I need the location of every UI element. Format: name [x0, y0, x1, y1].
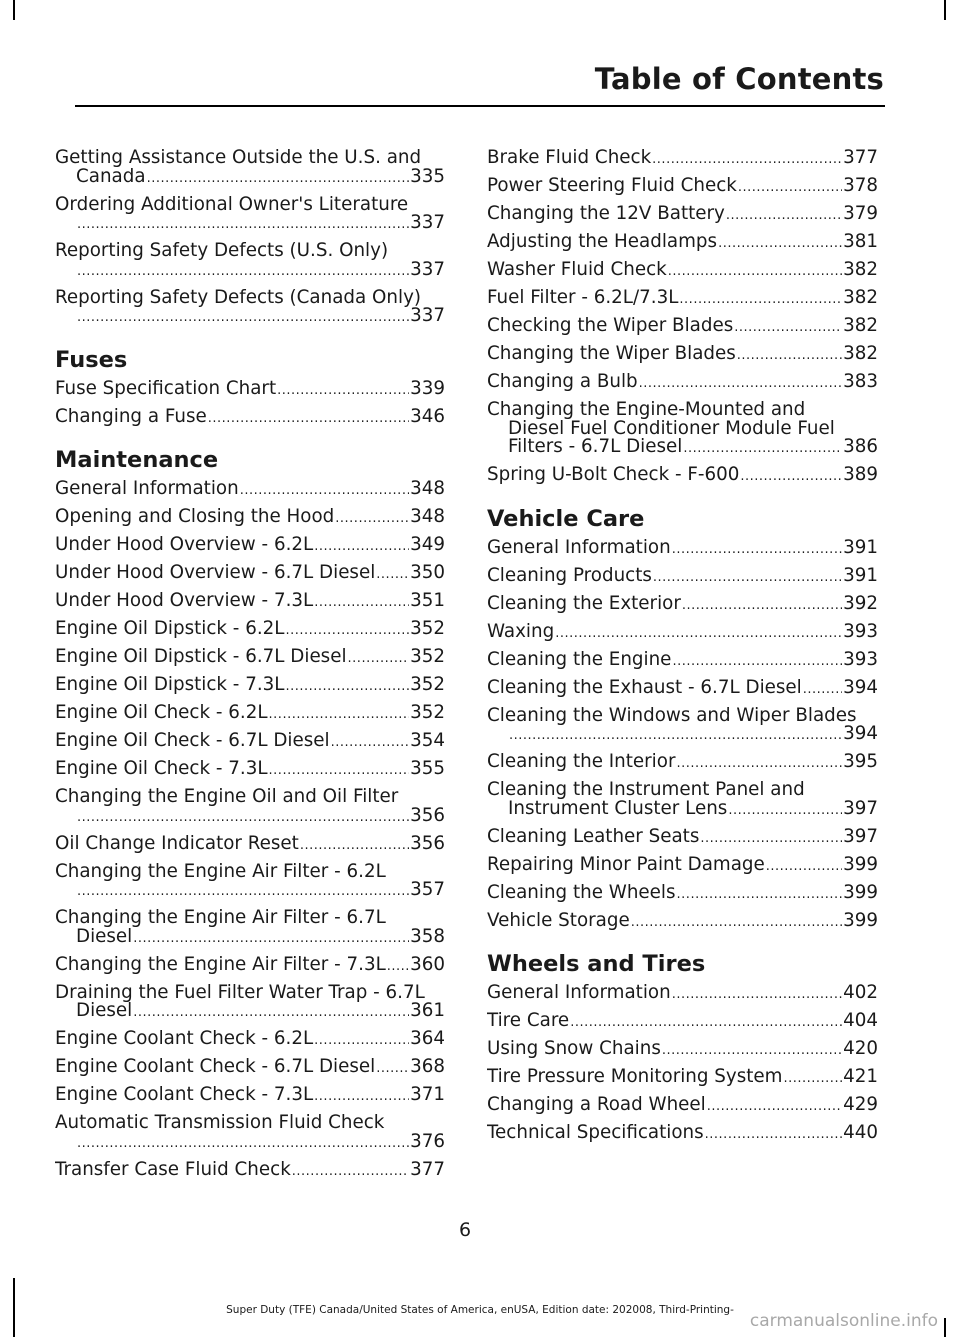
toc-entry[interactable]: [487, 753, 878, 774]
dot-leader: [728, 802, 842, 821]
toc-page-number: 358: [410, 927, 445, 947]
dot-leader: [208, 410, 409, 429]
toc-entry[interactable]: [487, 984, 878, 1005]
toc-entry-title: Changing a Road Wheel: [487, 1096, 706, 1115]
toc-page-number: 394: [843, 725, 878, 744]
toc-entry[interactable]: [55, 592, 445, 613]
toc-entry[interactable]: [487, 466, 878, 487]
dot-leader: [734, 319, 842, 338]
toc-page-number: 394: [843, 678, 878, 698]
dot-leader: [292, 1163, 409, 1182]
toc-entry[interactable]: [487, 261, 878, 282]
section-heading: Fuses: [55, 346, 128, 373]
toc-entry-title: Reporting Safety Defects (Canada Only): [55, 286, 422, 308]
toc-page-number: 402: [843, 984, 878, 1003]
toc-entry[interactable]: [487, 884, 878, 905]
toc-entry-title: Under Hood Overview - 6.7L Diesel: [55, 564, 376, 583]
edition-footer: Super Duty (TFE) Canada/United States of America, enUSA, Edition date: 202008, Third-Printing-: [226, 1304, 734, 1316]
toc-entry[interactable]: [487, 1096, 878, 1117]
toc-entry-title: Adjusting the Headlamps: [487, 233, 718, 252]
toc-entry[interactable]: [55, 860, 445, 902]
toc-entry-title: Engine Oil Dipstick - 6.2L: [55, 620, 285, 639]
crop-mark-top-right: [944, 0, 946, 20]
toc-page-number: 357: [410, 881, 445, 900]
toc-entry[interactable]: [55, 620, 445, 641]
toc-entry-title: Under Hood Overview - 6.2L: [55, 536, 314, 555]
toc-page-number: 350: [410, 564, 445, 583]
dot-leader: [240, 482, 409, 501]
toc-page-number: 346: [410, 407, 445, 427]
toc-page-number: 354: [410, 732, 445, 751]
dot-leader: [652, 151, 842, 170]
toc-entry[interactable]: [55, 1114, 445, 1153]
toc-page-number: 389: [843, 466, 878, 485]
toc-page-number: 368: [410, 1058, 445, 1077]
toc-page-number: 399: [843, 911, 878, 931]
toc-entry[interactable]: [487, 539, 878, 560]
toc-entry-title: Engine Oil Check - 6.2L: [55, 704, 268, 723]
toc-page-number: 382: [843, 289, 878, 308]
toc-entry-title: Under Hood Overview - 7.3L: [55, 592, 314, 611]
toc-page-number: 386: [843, 438, 878, 457]
dot-leader: [300, 837, 409, 856]
dot-leader: [269, 762, 410, 781]
toc-entry-title: Automatic Transmission Fluid Check: [55, 1112, 385, 1133]
toc-entry[interactable]: [487, 912, 878, 933]
toc-entry[interactable]: [487, 679, 878, 700]
dot-leader: [707, 1098, 842, 1117]
toc-page-number: 440: [843, 1124, 878, 1143]
toc-page-number: 392: [843, 594, 878, 614]
toc-entry-title: Changing a Fuse: [55, 407, 207, 427]
dot-leader: [700, 830, 842, 849]
toc-page-number: 361: [410, 1002, 445, 1021]
toc-entry-title: Engine Coolant Check - 6.7L Diesel: [55, 1058, 376, 1077]
toc-page-number: 356: [410, 806, 445, 826]
crop-mark-bottom-right: [944, 1318, 946, 1337]
toc-page-number: 337: [410, 214, 445, 233]
toc-entry-title: Ordering Additional Owner's Literature: [55, 193, 409, 215]
toc-entry[interactable]: [487, 401, 878, 459]
toc-page-number: 356: [410, 834, 445, 854]
toc-entry[interactable]: [487, 567, 878, 588]
toc-entry-title: Brake Fluid Check: [487, 149, 652, 168]
toc-entry-title: Transfer Case Fluid Check: [55, 1160, 291, 1180]
toc-entry[interactable]: [55, 956, 445, 977]
dot-leader: [285, 678, 409, 697]
toc-page-number: 352: [410, 648, 445, 667]
dot-leader: [803, 681, 842, 700]
toc-entry-title: Fuse Specification Chart: [55, 379, 277, 399]
section-heading: Wheels and Tires: [487, 951, 706, 977]
dot-leader: [314, 538, 409, 557]
toc-page-number: 337: [410, 307, 445, 326]
toc-entry-title: Fuel Filter - 6.2L/7.3L: [487, 289, 679, 308]
dot-leader: [77, 809, 409, 828]
toc-entry-title: Power Steering Fluid Check: [487, 177, 737, 196]
toc-entry[interactable]: [487, 1040, 878, 1061]
toc-entry-title: Cleaning the Exterior: [487, 594, 681, 614]
toc-entry-title: Engine Coolant Check - 6.2L: [55, 1030, 314, 1049]
toc-page-number: 360: [410, 955, 445, 975]
dot-leader: [314, 1088, 409, 1107]
toc-entry-title: Tire Care: [487, 1012, 570, 1031]
toc-entry[interactable]: [487, 233, 878, 254]
toc-entry-title: Spring U-Bolt Check - F-600: [487, 466, 740, 485]
dot-leader: [77, 309, 409, 328]
toc-entry-title: Cleaning the Interior: [487, 753, 676, 772]
dot-leader: [676, 755, 842, 774]
dot-leader: [682, 597, 842, 616]
toc-entry[interactable]: [487, 317, 878, 338]
dot-leader: [147, 170, 410, 189]
toc-entry-title: Cleaning the Instrument Panel and: [487, 779, 805, 800]
toc-entry[interactable]: [487, 828, 878, 849]
toc-page-number: 379: [843, 205, 878, 224]
toc-page-number: 352: [410, 676, 445, 695]
toc-entry-title: Changing the Engine-Mounted and: [487, 399, 806, 420]
toc-entry-title: Diesel Fuel Conditioner Module Fuel: [508, 417, 835, 439]
toc-entry[interactable]: [55, 408, 445, 429]
toc-entry-title: Opening and Closing the Hood: [55, 508, 335, 527]
toc-entry-title: Using Snow Chains: [487, 1040, 661, 1059]
toc-entry[interactable]: [55, 704, 445, 725]
dot-leader: [570, 1014, 842, 1033]
toc-entry-title: Engine Oil Check - 7.3L: [55, 760, 268, 779]
toc-entry[interactable]: [55, 648, 445, 669]
toc-page-number: 352: [410, 620, 445, 639]
toc-entry[interactable]: [55, 788, 445, 827]
dot-leader: [77, 216, 409, 235]
toc-page-number: 349: [410, 536, 445, 555]
toc-page-number: 382: [843, 261, 878, 280]
toc-entry[interactable]: [55, 760, 445, 781]
toc-entry-title: Engine Oil Dipstick - 6.7L Diesel: [55, 648, 347, 667]
toc-page-number: 381: [843, 233, 878, 252]
toc-entry-title: General Information: [487, 984, 671, 1003]
toc-entry[interactable]: [55, 981, 445, 1023]
dot-leader: [631, 914, 842, 933]
dot-leader: [77, 1135, 409, 1154]
toc-entry[interactable]: [487, 595, 878, 616]
dot-leader: [718, 235, 842, 254]
toc-entry[interactable]: [55, 1030, 445, 1051]
toc-page-number: 397: [843, 827, 878, 847]
toc-entry-title: Changing the Engine Air Filter - 7.3L: [55, 955, 386, 975]
toc-entry-title: Engine Oil Dipstick - 7.3L: [55, 676, 285, 695]
toc-entry[interactable]: [487, 651, 878, 672]
section-heading: Vehicle Care: [487, 505, 645, 532]
toc-entry[interactable]: [487, 177, 878, 198]
toc-entry-title: Filters - 6.7L Diesel: [508, 438, 683, 457]
toc-entry-title: General Information: [55, 480, 239, 499]
toc-page-number: 364: [410, 1030, 445, 1049]
dot-leader: [683, 440, 842, 459]
toc-entry-title: Cleaning the Exhaust - 6.7L Diesel: [487, 678, 802, 698]
toc-entry[interactable]: [487, 205, 878, 226]
toc-entry[interactable]: [487, 289, 878, 310]
dot-leader: [133, 930, 409, 949]
toc-page-number: 393: [843, 650, 878, 670]
watermark: carmanualsonline.info: [749, 1311, 938, 1331]
toc-page-number: 382: [843, 317, 878, 336]
toc-page-number: 420: [843, 1040, 878, 1059]
toc-entry[interactable]: [487, 1124, 878, 1145]
dot-leader: [653, 569, 842, 588]
toc-page-number: 393: [843, 622, 878, 642]
dot-leader: [766, 858, 842, 877]
toc-entry[interactable]: [487, 704, 878, 746]
toc-page-number: 335: [410, 167, 445, 187]
dot-leader: [77, 883, 409, 902]
dot-leader: [314, 1032, 409, 1051]
dot-leader: [133, 1004, 409, 1023]
toc-entry[interactable]: [55, 909, 445, 948]
toc-entry[interactable]: [55, 536, 445, 557]
toc-entry-title: Getting Assistance Outside the U.S. and: [55, 147, 422, 168]
dot-leader: [335, 510, 409, 529]
toc-entry-title: Cleaning Leather Seats: [487, 827, 700, 847]
dot-leader: [705, 1126, 842, 1145]
toc-page-number: 377: [410, 1160, 445, 1180]
toc-entry-title: Draining the Fuel Filter Water Trap - 6.7L: [55, 981, 425, 1003]
toc-entry[interactable]: [487, 856, 878, 877]
toc-page-number: 355: [410, 760, 445, 779]
toc-page-number: 377: [843, 149, 878, 168]
toc-entry-title: Diesel: [76, 1002, 133, 1021]
toc-page-number: 352: [410, 704, 445, 723]
dot-leader: [672, 986, 842, 1005]
toc-entry-title: Tire Pressure Monitoring System: [487, 1068, 783, 1087]
toc-entry[interactable]: [55, 835, 445, 856]
dot-leader: [387, 958, 409, 977]
toc-entry[interactable]: [487, 149, 878, 170]
toc-left-column: [55, 149, 445, 1189]
toc-page-number: 351: [410, 592, 445, 611]
toc-entry-title: Repairing Minor Paint Damage: [487, 855, 765, 875]
toc-entry[interactable]: [487, 1068, 878, 1089]
toc-entry[interactable]: [487, 345, 878, 366]
toc-page-number: 399: [843, 855, 878, 875]
dot-leader: [376, 1060, 409, 1079]
toc-entry-title: Technical Specifications: [487, 1124, 704, 1143]
toc-page-number: 339: [410, 379, 445, 399]
dot-leader: [726, 207, 842, 226]
toc-entry[interactable]: [55, 149, 445, 188]
toc-page-number: 391: [843, 538, 878, 558]
toc-page-number: 429: [843, 1096, 878, 1115]
toc-entry[interactable]: [487, 373, 878, 394]
toc-entry-title: Cleaning Products: [487, 566, 652, 586]
page-title: Table of Contents: [594, 62, 884, 96]
dot-leader: [348, 650, 410, 669]
toc-right-column: [487, 149, 878, 1152]
crop-mark-top-left: [13, 0, 15, 20]
dot-leader: [314, 594, 409, 613]
toc-page-number: 348: [410, 480, 445, 499]
toc-entry[interactable]: [55, 1058, 445, 1079]
toc-page-number: 348: [410, 508, 445, 527]
dot-leader: [285, 622, 409, 641]
toc-entry[interactable]: [55, 676, 445, 697]
toc-entry-title: Reporting Safety Defects (U.S. Only): [55, 240, 389, 261]
dot-leader: [672, 653, 842, 672]
toc-entry-title: Cleaning the Windows and Wiper Blades: [487, 704, 857, 726]
dot-leader: [783, 1070, 842, 1089]
toc-entry[interactable]: [487, 1012, 878, 1033]
toc-page-number: 397: [843, 799, 878, 819]
dot-leader: [737, 347, 842, 366]
dot-leader: [509, 727, 842, 746]
toc-entry[interactable]: [55, 480, 445, 501]
dot-leader: [77, 263, 409, 282]
dot-leader: [639, 375, 842, 394]
toc-entry-title: Cleaning the Wheels: [487, 883, 676, 903]
toc-entry[interactable]: [55, 508, 445, 529]
dot-leader: [672, 541, 842, 560]
toc-page-number: 382: [843, 345, 878, 364]
toc-entry-title: Washer Fluid Check: [487, 261, 667, 280]
section-heading: Maintenance: [55, 447, 219, 473]
toc-entry-title: Waxing: [487, 622, 555, 642]
toc-entry[interactable]: [55, 564, 445, 585]
header-divider: [75, 105, 885, 107]
dot-leader: [376, 566, 409, 585]
toc-entry[interactable]: [55, 1161, 445, 1182]
toc-page-number: 378: [843, 177, 878, 196]
toc-entry[interactable]: [55, 286, 445, 328]
toc-entry-title: Instrument Cluster Lens: [508, 799, 728, 819]
toc-entry[interactable]: [487, 623, 878, 644]
toc-entry-title: Changing the Engine Air Filter - 6.2L: [55, 860, 386, 882]
toc-entry[interactable]: [487, 781, 878, 820]
toc-entry-title: Oil Change Indicator Reset: [55, 834, 299, 854]
toc-page-number: 383: [843, 373, 878, 392]
dot-leader: [269, 706, 410, 725]
page-number: 6: [458, 1219, 472, 1241]
dot-leader: [668, 263, 842, 282]
toc-entry-title: General Information: [487, 538, 671, 558]
toc-entry-title: Diesel: [76, 927, 133, 947]
dot-leader: [555, 625, 842, 644]
dot-leader: [277, 382, 409, 401]
toc-page-number: 421: [843, 1068, 878, 1087]
dot-leader: [738, 179, 842, 198]
dot-leader: [740, 468, 842, 487]
toc-entry-title: Vehicle Storage: [487, 911, 630, 931]
dot-leader: [662, 1042, 842, 1061]
toc-entry-title: Changing a Bulb: [487, 373, 638, 392]
toc-page-number: 404: [843, 1012, 878, 1031]
toc-entry-title: Engine Coolant Check - 7.3L: [55, 1086, 314, 1105]
toc-entry[interactable]: [55, 1086, 445, 1107]
toc-page-number: 391: [843, 566, 878, 586]
toc-entry-title: Changing the 12V Battery: [487, 205, 725, 224]
toc-entry[interactable]: [55, 242, 445, 281]
toc-entry[interactable]: [55, 732, 445, 753]
toc-page-number: 395: [843, 753, 878, 772]
dot-leader: [679, 291, 842, 310]
toc-entry[interactable]: [55, 193, 445, 235]
toc-entry-title: Changing the Engine Air Filter - 6.7L: [55, 907, 386, 928]
toc-entry[interactable]: [55, 380, 445, 401]
toc-entry-title: Changing the Engine Oil and Oil Filter: [55, 786, 399, 807]
toc-entry-title: Cleaning the Engine: [487, 650, 672, 670]
dot-leader: [677, 886, 843, 905]
toc-page-number: 376: [410, 1132, 445, 1152]
toc-page-number: 371: [410, 1086, 445, 1105]
dot-leader: [331, 734, 409, 753]
toc-entry-title: Checking the Wiper Blades: [487, 317, 734, 336]
toc-page-number: 337: [410, 260, 445, 280]
toc-entry-title: Engine Oil Check - 6.7L Diesel: [55, 732, 330, 751]
toc-page-number: 399: [843, 883, 878, 903]
toc-entry-title: Changing the Wiper Blades: [487, 345, 736, 364]
toc-entry-title: Canada: [76, 167, 146, 187]
